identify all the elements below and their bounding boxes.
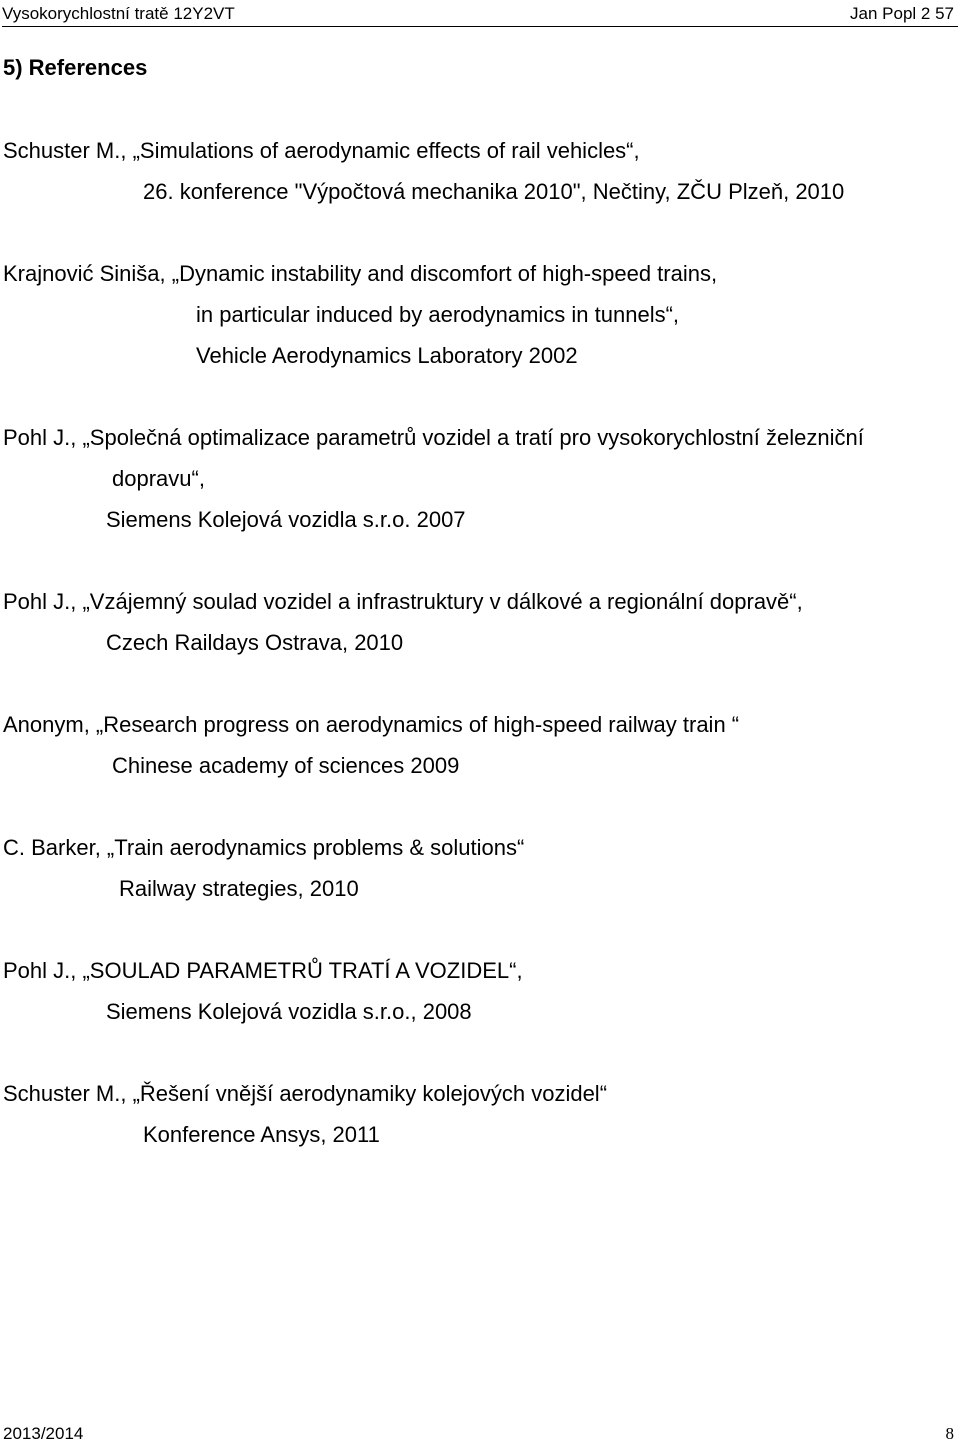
footer-academic-year: 2013/2014: [3, 1424, 84, 1443]
reference-3-line-2: dopravu“,: [112, 466, 205, 491]
reference-1-line-2: 26. konference "Výpočtová mechanika 2010", Nečtiny, ZČU Plzeň, 2010: [143, 179, 845, 204]
reference-6-line-1: C. Barker, „Train aerodynamics problems & solutions“: [3, 835, 525, 860]
section-title: 5) References: [3, 55, 148, 80]
reference-8-line-1: Schuster M., „Řešení vnější aerodynamiky kolejových vozidel“: [3, 1081, 608, 1106]
reference-6-line-2: Railway strategies, 2010: [119, 876, 359, 901]
reference-2-line-2: in particular induced by aerodynamics in tunnels“,: [196, 302, 680, 327]
reference-2-line-3: Vehicle Aerodynamics Laboratory 2002: [196, 343, 578, 368]
reference-1-line-1: Schuster M., „Simulations of aerodynamic effects of rail vehicles“,: [3, 138, 640, 163]
header-course-title: Vysokorychlostní tratě 12Y2VT: [2, 4, 235, 23]
reference-3-line-1: Pohl J., „Společná optimalizace parametrů vozidel a tratí pro vysokorychlostní železniční: [3, 425, 864, 450]
reference-3-line-3: Siemens Kolejová vozidla s.r.o. 2007: [106, 507, 466, 532]
reference-5-line-1: Anonym, „Research progress on aerodynamics of high-speed railway train “: [3, 712, 740, 737]
reference-4-line-2: Czech Raildays Ostrava, 2010: [106, 630, 404, 655]
reference-7-line-2: Siemens Kolejová vozidla s.r.o., 2008: [106, 999, 472, 1024]
footer-page-number: 8: [945, 1424, 954, 1443]
reference-4-line-1: Pohl J., „Vzájemný soulad vozidel a infrastruktury v dálkové a regionální dopravě“,: [3, 589, 803, 614]
reference-5-line-2: Chinese academy of sciences 2009: [112, 753, 460, 778]
header-author-page: Jan Popl 2 57: [850, 4, 954, 23]
reference-2-line-1: Krajnović Siniša, „Dynamic instability and discomfort of high-speed trains,: [3, 261, 718, 286]
reference-8-line-2: Konference Ansys, 2011: [143, 1122, 380, 1147]
page-header: [2, 4, 958, 27]
reference-7-line-1: Pohl J., „SOULAD PARAMETRŮ TRATÍ A VOZIDEL“,: [3, 958, 523, 983]
